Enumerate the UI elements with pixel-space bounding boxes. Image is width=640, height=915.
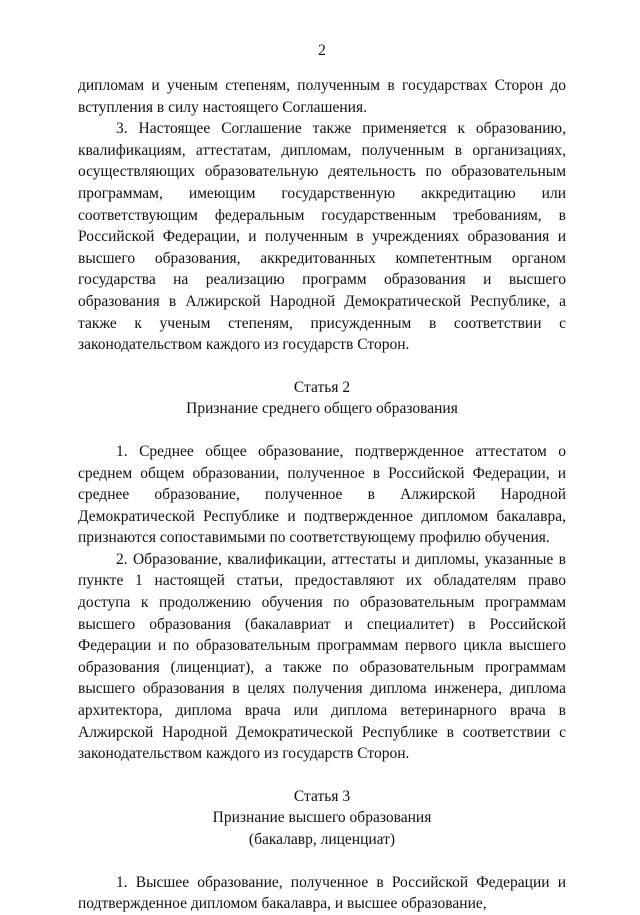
- article1-paragraph3: 3. Настоящее Соглашение также применяется к образованию, квалификациям, аттестатам, дипломам, полученным в организациях, осуществляющих образовательную деятельность по образовательным программам, имеющим государственную аккредитацию или соответствующим федеральным государственным требованиям, в Российской Федерации, и полученным в учреждениях образования и высшего образования, аккредитованных компетентным органом государства на реализацию программ образования и высшего образования в Алжирской Народной Демократической Республике, а также к ученым степеням, присужденным в соответствии с законодательством каждого из государств Сторон.: [78, 120, 566, 354]
- article3-subtitle: Признание высшего образования: [212, 809, 432, 827]
- article3-paragraph1: 1. Высшее образование, полученное в Российской Федерации и подтвержденное дипломом бакалавра, и высшее образование,: [78, 873, 566, 913]
- article3-subtitle2: (бакалавр, лиценциат): [248, 831, 396, 848]
- article2-paragraph1: 1. Среднее общее образование, подтвержденное аттестатом о среднем общем образовании, полученное в Российской Федерации, и среднее образование, полученное в Алжирской Народной Демократической Республике и подтвержденное дипломом бакалавра, признаются сопоставимыми по соответствующему профилю обучения.: [78, 442, 566, 547]
- article2-paragraph2: 2. Образование, квалификации, аттестаты и дипломы, указанные в пункте 1 настоящей статьи, предоставляют их обладателям право доступа к продолжению обучения по образовательным программам высшего образования (бакалавриат и специалитет) в Российской Федерации и по образовательным программам первого цикла высшего образования (лиценциат), а также по образовательным программам высшего образования в целях получения диплома инженера, диплома архитектора, диплома врача или диплома ветеринарного врача в Алжирской Народной Демократической Республике в соответствии с законодательством каждого из государств Сторон.: [78, 550, 566, 763]
- article2-subtitle: Признание среднего общего образования: [186, 400, 458, 418]
- intro-paragraph: дипломам и ученым степеням, полученным в государствах Сторон до вступления в силу настоящего Соглашения.: [78, 77, 566, 116]
- document-page: [78, 40, 566, 915]
- article3-title: Статья 3: [293, 787, 351, 805]
- article2-heading-block: [78, 377, 566, 420]
- article3-heading-block: [78, 786, 566, 851]
- page-number: 2: [318, 42, 326, 59]
- article2-title: Статья 2: [293, 378, 351, 396]
